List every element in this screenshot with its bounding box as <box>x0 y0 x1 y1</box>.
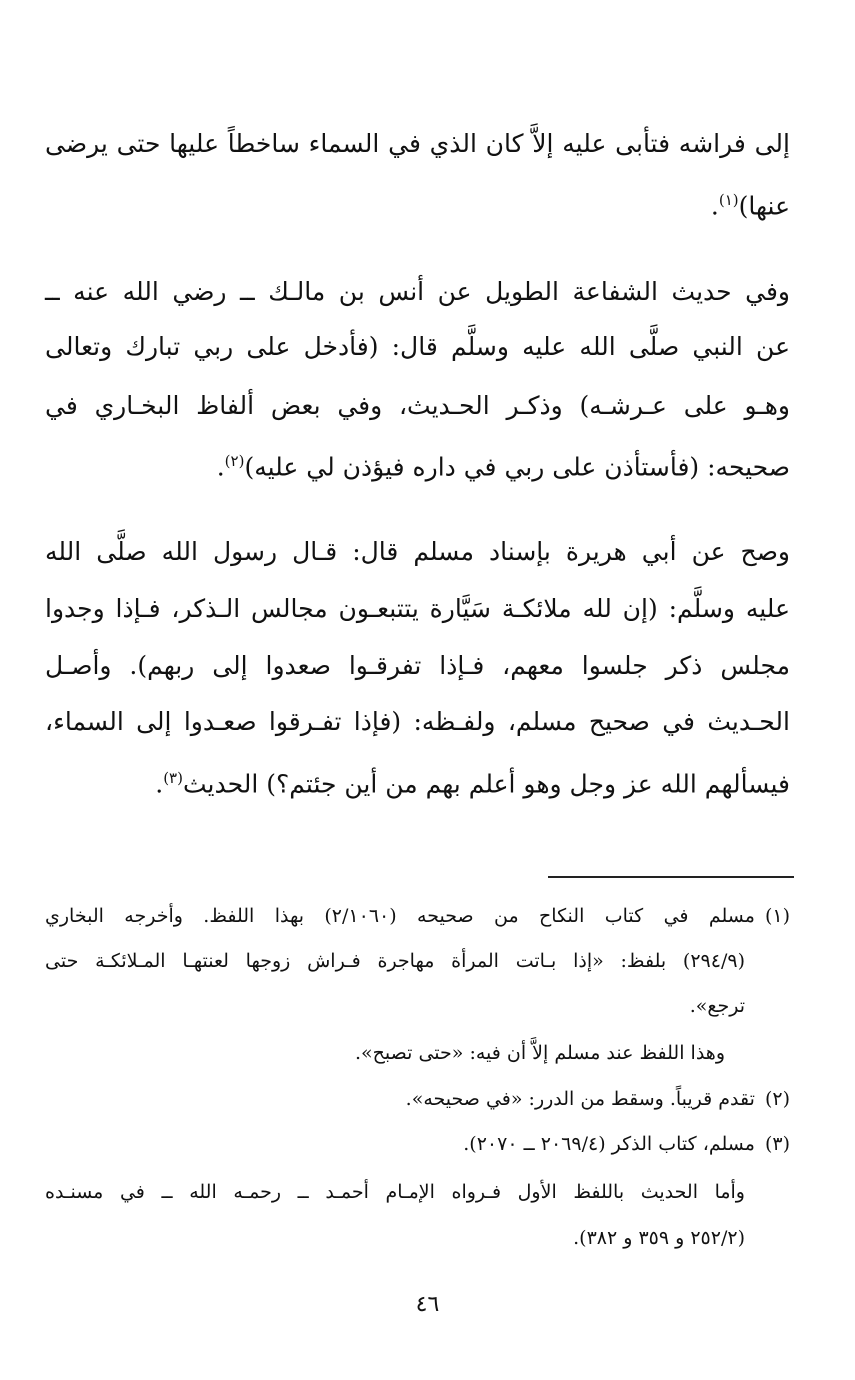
body-line: الحـديث في صحيح مسلم، ولفـظه: (فإذا تفـرقوا صعـدوا إلى السماء، <box>45 707 790 736</box>
body-line: عليه وسلَّم: (إن لله ملائكـة سَيَّارة يتتبعـون مجالس الـذكر، فـإذا وجدوا <box>45 594 790 623</box>
body-line: وهـو على عـرشـه) وذكـر الحـديث، وفي بعض ألفاظ البخـاري في <box>45 391 790 420</box>
footnote-number: (٣) <box>764 1133 790 1155</box>
body-line: وفي حديث الشفاعة الطويل عن أنس بن مالـك ــ رضي الله عنه ــ <box>45 277 790 306</box>
body-line: صحيحه: (فأستأذن على ربي في داره فيؤذن لي عليه)$^{(٢)}$. <box>216 452 790 482</box>
footnote-line: (٢٩٤/٩) بلفظ: «إذا بـاتت المرأة مهاجرة فـراش زوجها لعنتهـا المـلائكـة حتى <box>45 950 745 972</box>
body-line: عن النبي صلَّى الله عليه وسلَّم قال: (فأدخل على ربي تبارك وتعالى <box>45 332 790 361</box>
body-line: مجلس ذكر جلسوا معهم، فـإذا تفرقـوا صعدوا إلى ربهم). وأصـل <box>45 651 790 680</box>
footnote-number: (٢) <box>764 1088 790 1110</box>
body-line: إلى فراشه فتأبى عليه إلاَّ كان الذي في السماء ساخطاً عليها حتى يرضى <box>45 129 790 158</box>
footnote-ref: (٣) <box>163 769 183 787</box>
footnote-line: وأما الحديث باللفظ الأول فـرواه الإمـام أحمـد ــ رحمـه الله ــ في مسنـده <box>45 1181 745 1203</box>
footnote-line: وهذا اللفظ عند مسلم إلاَّ أن فيه: «حتى تصبح». <box>355 1042 725 1064</box>
footnote-line: (١)مسلم في كتاب النكاح من صحيحه (٢/١٠٦٠) بهذا اللفظ. وأخرجه البخاري <box>45 900 790 932</box>
body-line: عنها)$^{(١)}$. <box>710 191 790 221</box>
body-line: فيسألهم الله عز وجل وهو أعلم بهم من أين جئتم؟) الحديث$^{(٣)}$. <box>155 769 790 799</box>
footnote-ref: (١) <box>718 191 739 209</box>
footnote-line: (٢٥٢/٢ و ٣٥٩ و ٣٨٢). <box>573 1227 745 1249</box>
footnote-line: (٣)مسلم، كتاب الذكر (٢٠٦٩/٤ ــ ٢٠٧٠). <box>45 1128 790 1160</box>
footnote-number: (١) <box>764 905 790 927</box>
footnote-separator <box>548 876 794 878</box>
page-number: ٤٦ <box>415 1292 440 1317</box>
footnote-line: ترجع». <box>689 995 745 1017</box>
footnote-ref: (٢) <box>224 452 245 470</box>
footnote-line: (٢)تقدم قريباً. وسقط من الدرر: «في صحيحه». <box>45 1083 790 1115</box>
body-line: وصح عن أبي هريرة بإسناد مسلم قال: قـال رسول الله صلَّى الله <box>45 537 790 566</box>
